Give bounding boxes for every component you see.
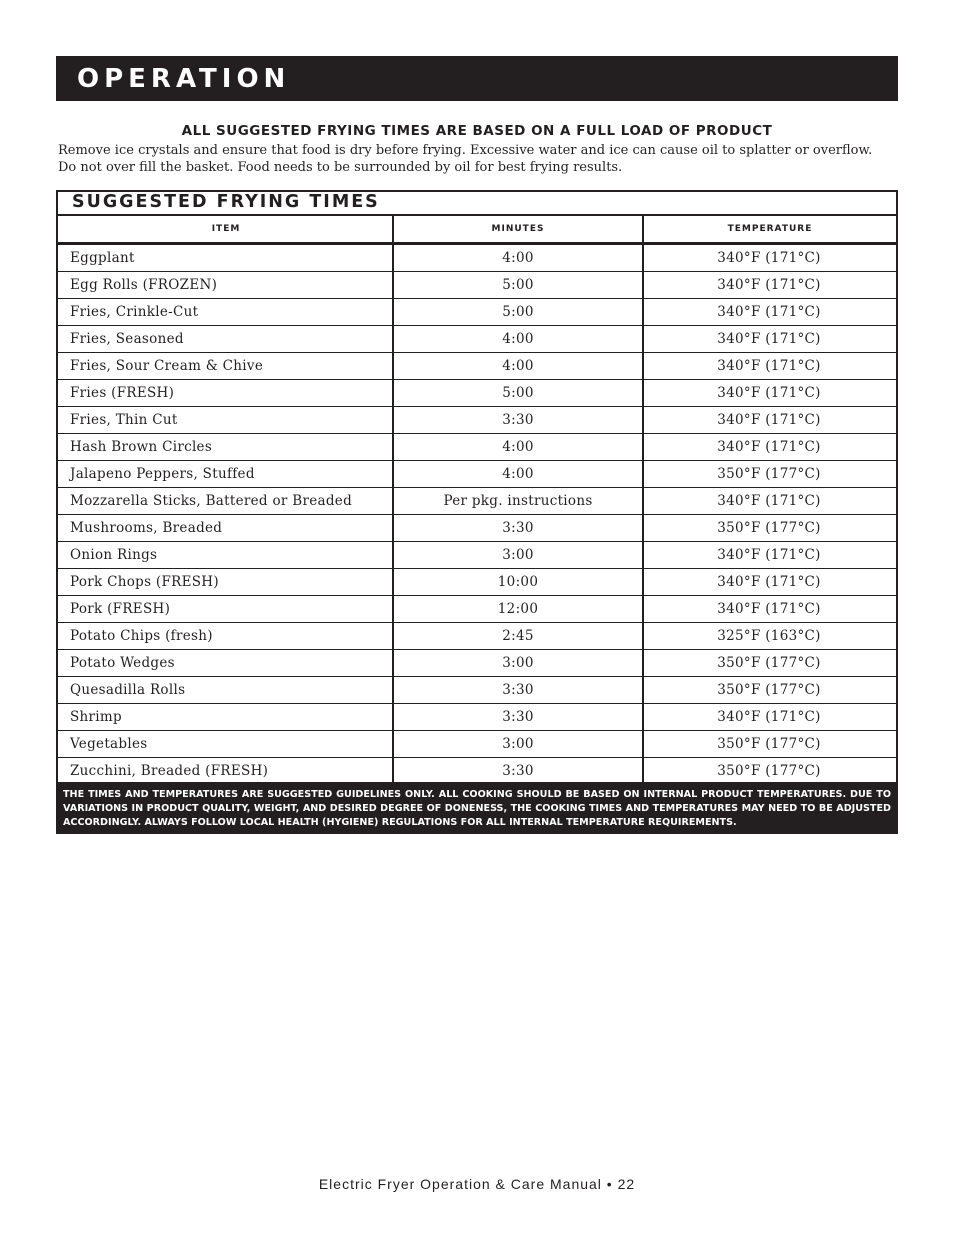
row-minutes: 4:00 — [502, 358, 534, 374]
section-header-bar — [56, 56, 898, 101]
row-item: Shrimp — [70, 709, 122, 725]
table-row — [58, 623, 896, 650]
row-temperature: 325°F (163°C) — [717, 628, 821, 644]
row-item: Fries, Thin Cut — [70, 412, 178, 428]
row-minutes: 10:00 — [497, 574, 539, 590]
row-item: Zucchini, Breaded (FRESH) — [70, 763, 269, 779]
table-row — [58, 731, 896, 758]
column-header-item: ITEM — [211, 224, 241, 234]
table-row — [58, 542, 896, 569]
row-temperature: 340°F (171°C) — [717, 547, 821, 563]
row-item: Vegetables — [70, 736, 148, 752]
table-row — [58, 596, 896, 623]
table-row — [58, 758, 896, 785]
row-temperature: 340°F (171°C) — [717, 574, 821, 590]
row-temperature: 340°F (171°C) — [717, 250, 821, 266]
row-minutes: Per pkg. instructions — [443, 493, 593, 509]
row-item: Fries, Seasoned — [70, 331, 184, 347]
intro-heading: ALL SUGGESTED FRYING TIMES ARE BASED ON A FULL LOAD OF PRODUCT — [181, 123, 773, 139]
row-temperature: 340°F (171°C) — [717, 412, 821, 428]
row-temperature: 350°F (177°C) — [717, 736, 821, 752]
row-temperature: 340°F (171°C) — [717, 709, 821, 725]
row-minutes: 5:00 — [502, 385, 534, 401]
row-temperature: 350°F (177°C) — [717, 466, 821, 482]
table-row — [58, 272, 896, 299]
row-temperature: 340°F (171°C) — [717, 331, 821, 347]
row-minutes: 2:45 — [502, 628, 534, 644]
column-header-temperature: TEMPERATURE — [727, 224, 813, 234]
row-minutes: 4:00 — [502, 466, 534, 482]
table-row — [58, 299, 896, 326]
table-body — [58, 245, 896, 785]
row-minutes: 3:00 — [502, 736, 534, 752]
row-item: Onion Rings — [70, 547, 158, 563]
row-item: Quesadilla Rolls — [70, 682, 186, 698]
row-minutes: 5:00 — [502, 277, 534, 293]
row-temperature: 350°F (177°C) — [717, 682, 821, 698]
row-minutes: 4:00 — [502, 439, 534, 455]
table-row — [58, 407, 896, 434]
row-item: Potato Chips (fresh) — [70, 628, 213, 644]
row-item: Pork Chops (FRESH) — [70, 574, 219, 590]
row-item: Mozzarella Sticks, Battered or Breaded — [70, 493, 353, 509]
table-row — [58, 353, 896, 380]
frying-times-table — [56, 190, 898, 834]
row-item: Potato Wedges — [70, 655, 175, 671]
table-row — [58, 380, 896, 407]
row-temperature: 340°F (171°C) — [717, 385, 821, 401]
row-item: Fries, Crinkle-Cut — [70, 304, 199, 320]
page-footer: Electric Fryer Operation & Care Manual • 22 — [318, 1176, 636, 1192]
row-minutes: 3:30 — [502, 520, 534, 536]
table-row — [58, 569, 896, 596]
row-minutes: 3:30 — [502, 412, 534, 428]
row-temperature: 340°F (171°C) — [717, 304, 821, 320]
table-row — [58, 326, 896, 353]
table-row — [58, 245, 896, 272]
table-row — [58, 650, 896, 677]
row-temperature: 340°F (171°C) — [717, 601, 821, 617]
row-temperature: 350°F (177°C) — [717, 520, 821, 536]
row-temperature: 350°F (177°C) — [717, 763, 821, 779]
row-item: Hash Brown Circles — [70, 439, 213, 455]
row-minutes: 3:00 — [502, 547, 534, 563]
section-title: OPERATION — [77, 64, 291, 94]
row-item: Egg Rolls (FROZEN) — [70, 277, 218, 293]
table-row — [58, 461, 896, 488]
table-title: SUGGESTED FRYING TIMES — [72, 192, 380, 212]
row-minutes: 3:30 — [502, 763, 534, 779]
table-row — [58, 704, 896, 731]
row-minutes: 12:00 — [497, 601, 539, 617]
row-minutes: 3:30 — [502, 682, 534, 698]
table-row — [58, 434, 896, 461]
row-temperature: 340°F (171°C) — [717, 439, 821, 455]
row-minutes: 5:00 — [502, 304, 534, 320]
row-item: Mushrooms, Breaded — [70, 520, 223, 536]
row-minutes: 4:00 — [502, 331, 534, 347]
row-item: Jalapeno Peppers, Stuffed — [70, 466, 255, 482]
row-temperature: 340°F (171°C) — [717, 277, 821, 293]
row-temperature: 340°F (171°C) — [717, 358, 821, 374]
disclaimer-note: THE TIMES AND TEMPERATURES ARE SUGGESTED GUIDELINES ONLY. ALL COOKING SHOULD BE BASED ON INTERNAL PRODUCT TEMPERATURES. DUE TO VARIATIONS IN PRODUCT QUALITY, WEIGHT, AND DESIRED DEGREE OF DONENESS, THE COOKING TIMES AND TEMPERATURES MAY NEED TO BE ADJUSTED ACCORDINGLY. ALWAYS FOLLOW LOCAL HEALTH (HYGIENE) REGULATIONS FOR ALL INTERNAL TEMPERATURE REQUIREMENTS. — [58, 782, 896, 832]
row-temperature: 340°F (171°C) — [717, 493, 821, 509]
table-row — [58, 677, 896, 704]
table-row — [58, 515, 896, 542]
intro-paragraph: Remove ice crystals and ensure that food is dry before frying. Excessive water and ice can cause oil to splatter or overflow. Do not over fill the basket. Food needs to be surrounded by oil for best frying results. — [58, 143, 873, 175]
row-minutes: 3:30 — [502, 709, 534, 725]
row-minutes: 4:00 — [502, 250, 534, 266]
row-item: Fries, Sour Cream & Chive — [70, 358, 264, 374]
table-row — [58, 488, 896, 515]
row-item: Pork (FRESH) — [70, 601, 171, 617]
row-minutes: 3:00 — [502, 655, 534, 671]
row-item: Fries (FRESH) — [70, 385, 175, 401]
row-item: Eggplant — [70, 250, 135, 266]
column-header-minutes: MINUTES — [491, 224, 545, 234]
row-temperature: 350°F (177°C) — [717, 655, 821, 671]
